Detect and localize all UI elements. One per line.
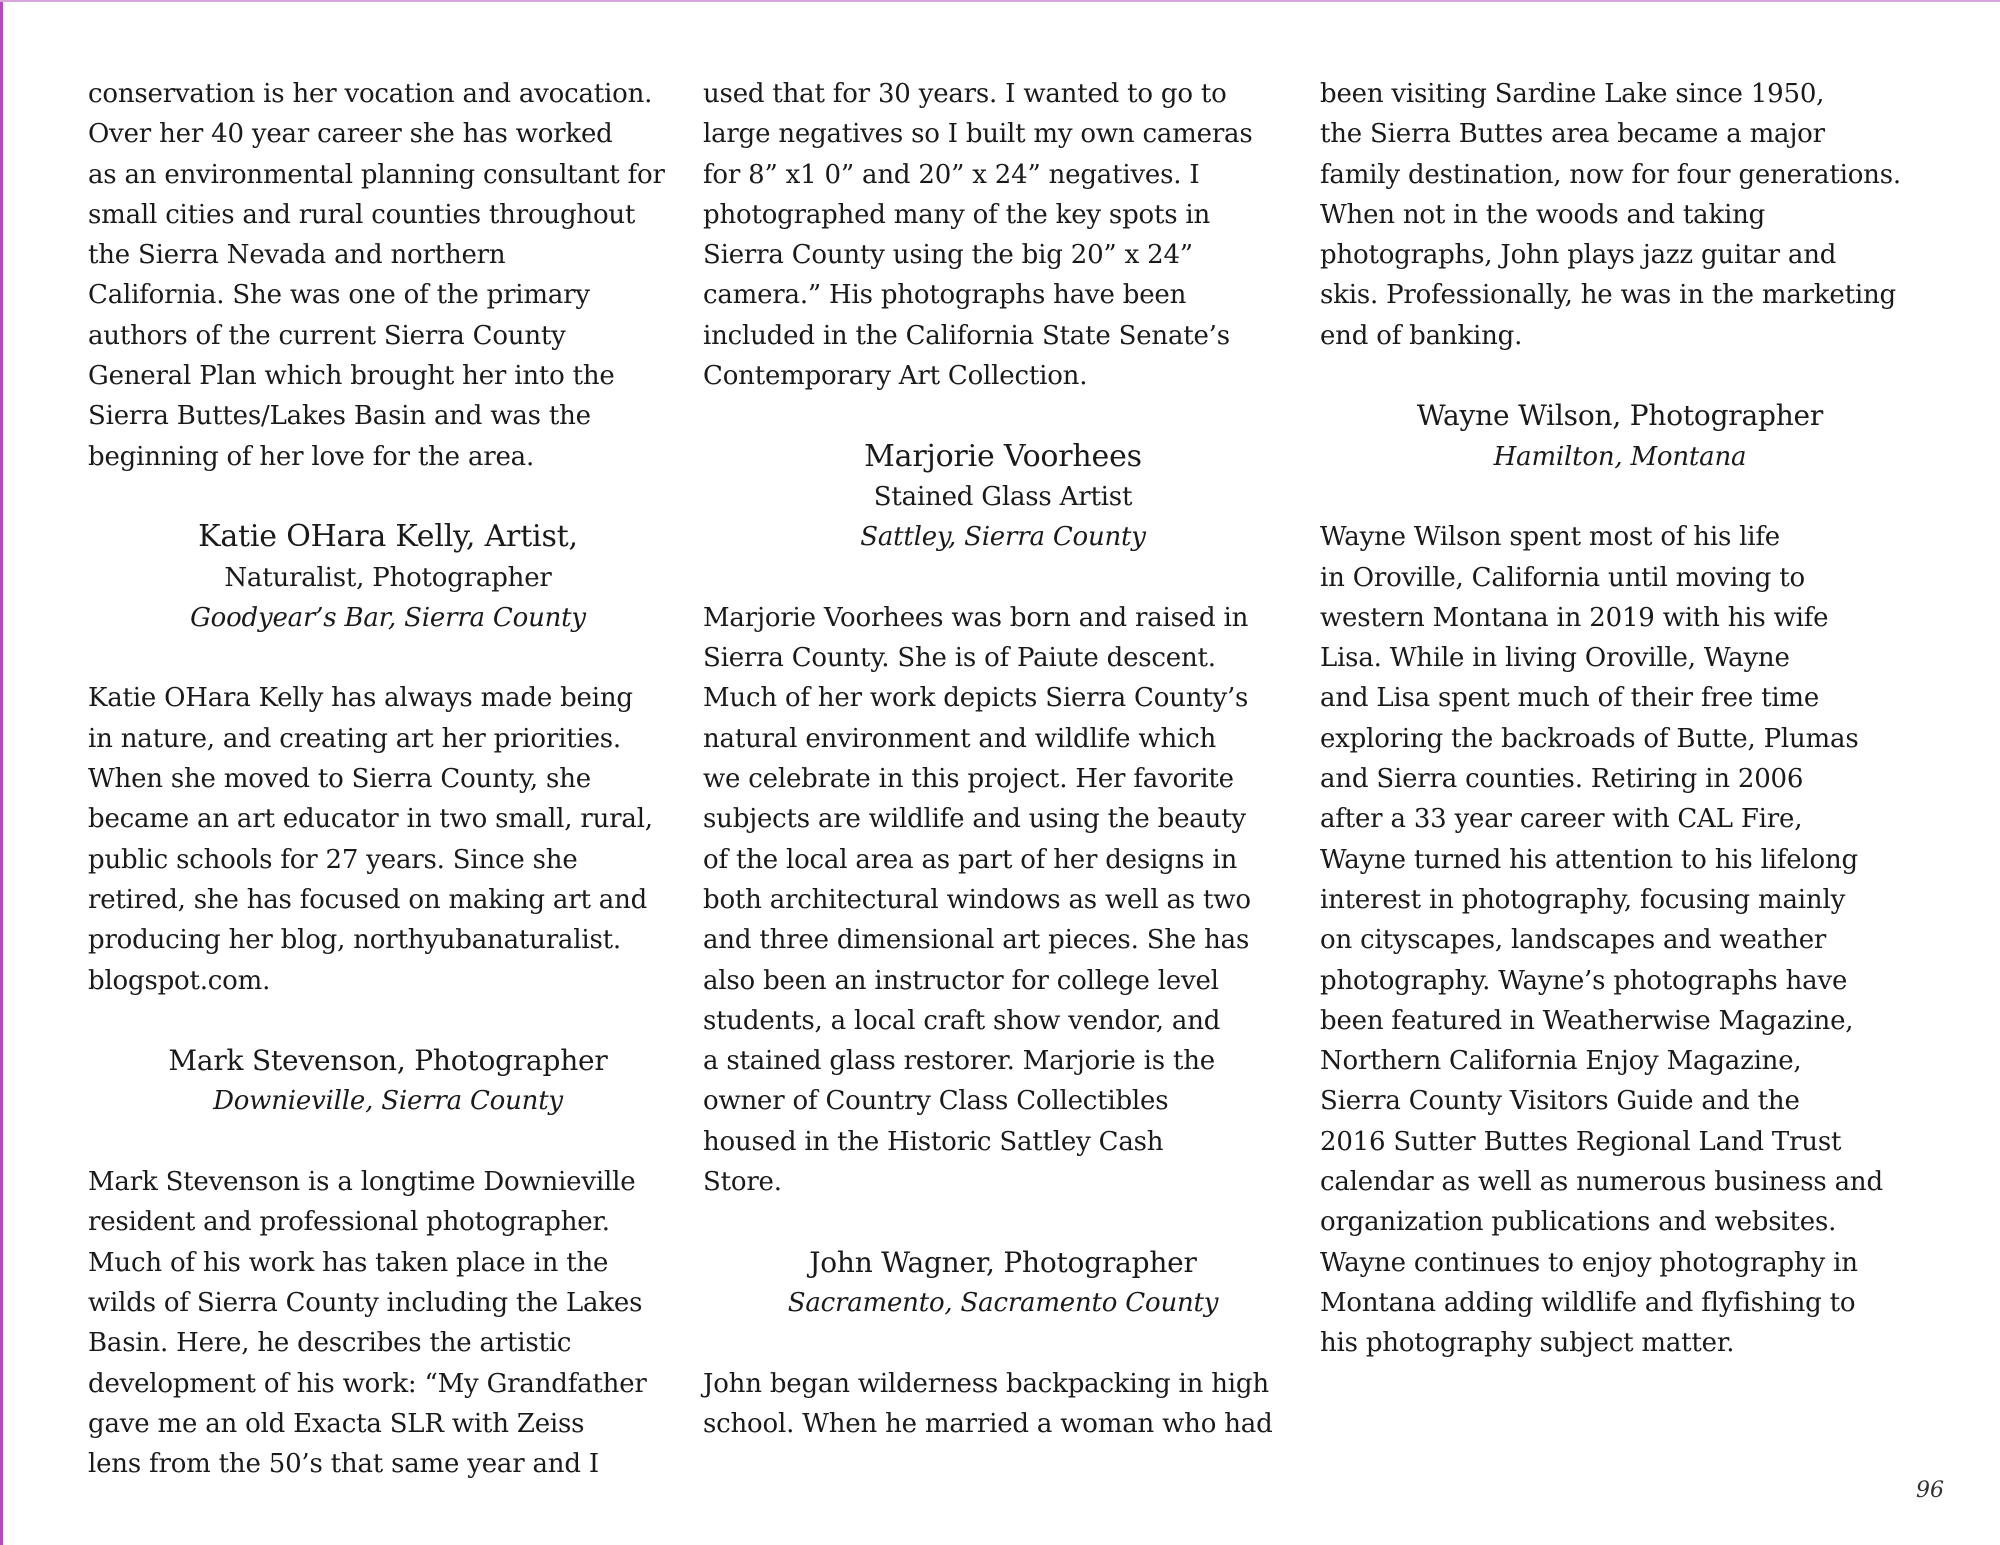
text-line: development of his work: “My Grandfather — [88, 1368, 647, 1399]
text-line: Wayne Wilson spent most of his life — [1320, 522, 1780, 553]
text-line: small cities and rural counties throughout — [88, 199, 636, 230]
body-paragraph — [1320, 74, 1920, 356]
body-paragraph — [88, 1162, 688, 1484]
text-line: beginning of her love for the area. — [88, 441, 535, 472]
text-line: been featured in Weatherwise Magazine, — [1320, 1005, 1854, 1036]
text-line: When not in the woods and taking — [1320, 199, 1766, 230]
text-line: his photography subject matter. — [1320, 1328, 1735, 1359]
text-line: Store. — [703, 1167, 782, 1198]
text-line: for 8” x1 0” and 20” x 24” negatives. I — [703, 159, 1200, 190]
paragraph-spacer — [88, 477, 688, 517]
artist-role: Stained Glass Artist — [873, 481, 1133, 512]
text-line: end of banking. — [1320, 320, 1523, 351]
text-line: gave me an old Exacta SLR with Zeiss — [88, 1408, 585, 1439]
text-line: John began wilderness backpacking in high — [703, 1368, 1269, 1399]
paragraph-spacer — [1320, 356, 1920, 396]
text-line: exploring the backroads of Butte, Plumas — [1320, 723, 1859, 754]
artist-location: Hamilton, Montana — [1493, 441, 1747, 472]
text-column-3 — [1320, 74, 1920, 1364]
artist-name: Marjorie Voorhees — [864, 438, 1142, 474]
text-line: Wayne turned his attention to his lifelong — [1320, 844, 1858, 875]
text-line: General Plan which brought her into the — [88, 361, 615, 392]
text-column-1 — [88, 74, 688, 1484]
text-line: in nature, and creating art her priorities. — [88, 723, 621, 754]
body-paragraph — [703, 74, 1303, 396]
text-line: school. When he married a woman who had — [703, 1408, 1273, 1439]
artist-location: Sattley, Sierra County — [860, 522, 1146, 553]
text-line: Katie OHara Kelly has always made being — [88, 683, 633, 714]
text-line: Much of her work depicts Sierra County’s — [703, 683, 1249, 714]
text-line: and Lisa spent much of their free time — [1320, 683, 1820, 714]
paragraph-spacer — [88, 1001, 688, 1041]
text-line: western Montana in 2019 with his wife — [1320, 602, 1829, 633]
text-line: on cityscapes, landscapes and weather — [1320, 925, 1827, 956]
text-line: Marjorie Voorhees was born and raised in — [703, 602, 1249, 633]
text-line: public schools for 27 years. Since she — [88, 844, 578, 875]
artist-location: Goodyear’s Bar, Sierra County — [190, 602, 586, 633]
text-line: a stained glass restorer. Marjorie is the — [703, 1046, 1215, 1077]
text-line: housed in the Historic Sattley Cash — [703, 1126, 1164, 1157]
text-line: and Sierra counties. Retiring in 2006 — [1320, 764, 1804, 795]
text-line: producing her blog, northyubanaturalist. — [88, 925, 621, 956]
text-line: camera.” His photographs have been — [703, 280, 1187, 311]
paragraph-spacer — [88, 1122, 688, 1162]
text-line: wilds of Sierra County including the Lakes — [88, 1287, 643, 1318]
text-line: 2016 Sutter Buttes Regional Land Trust — [1320, 1126, 1842, 1157]
text-line: been visiting Sardine Lake since 1950, — [1320, 79, 1825, 109]
text-line: photographed many of the key spots in — [703, 199, 1211, 230]
text-line: Mark Stevenson is a longtime Downieville — [88, 1167, 636, 1198]
paragraph-spacer — [703, 1202, 1303, 1242]
body-paragraph — [88, 74, 688, 477]
text-line: Basin. Here, he describes the artistic — [88, 1328, 572, 1359]
artist-role: Wayne Wilson, Photographer — [1416, 399, 1824, 433]
paragraph-spacer — [703, 558, 1303, 598]
text-line: also been an instructor for college level — [703, 965, 1219, 996]
text-line: Much of his work has taken place in the — [88, 1247, 609, 1278]
text-line: blogspot.com. — [88, 965, 271, 996]
artist-location: Sacramento, Sacramento County — [787, 1287, 1219, 1318]
text-line: after a 33 year career with CAL Fire, — [1320, 804, 1803, 835]
text-line: natural environment and wildlife which — [703, 723, 1217, 754]
text-line: conservation is her vocation and avocation. — [88, 79, 653, 109]
text-line: Lisa. While in living Oroville, Wayne — [1320, 643, 1790, 674]
text-line: of the local area as part of her designs in — [703, 844, 1237, 875]
text-line: Montana adding wildlife and flyfishing to — [1320, 1287, 1856, 1318]
text-line: became an art educator in two small, rural, — [88, 804, 653, 835]
artist-heading — [703, 437, 1303, 558]
text-column-2 — [703, 74, 1303, 1444]
text-line: the Sierra Buttes area became a major — [1320, 119, 1825, 150]
text-line: as an environmental planning consultant for — [88, 159, 665, 190]
body-paragraph — [88, 678, 688, 1000]
artist-name: Katie OHara Kelly, Artist, — [198, 519, 578, 555]
artist-heading — [703, 1243, 1303, 1324]
text-line: Sierra County Visitors Guide and the — [1320, 1086, 1800, 1117]
text-line: Contemporary Art Collection. — [703, 361, 1088, 392]
text-line: resident and professional photographer. — [88, 1207, 610, 1238]
text-line: skis. Professionally, he was in the marketing — [1320, 280, 1896, 311]
text-line: in Oroville, California until moving to — [1320, 562, 1805, 593]
artist-role: John Wagner, Photographer — [809, 1245, 1197, 1279]
text-line: used that for 30 years. I wanted to go to — [703, 79, 1227, 109]
page-edge-top — [0, 0, 2000, 2]
text-line: subjects are wildlife and using the beauty — [703, 804, 1246, 835]
text-line: authors of the current Sierra County — [88, 320, 566, 351]
text-line: owner of Country Class Collectibles — [703, 1086, 1169, 1117]
text-line: students, a local craft show vendor, and — [703, 1005, 1221, 1036]
text-line: photography. Wayne’s photographs have — [1320, 965, 1848, 996]
text-line: calendar as well as numerous business and — [1320, 1167, 1883, 1198]
text-line: When she moved to Sierra County, she — [88, 764, 591, 795]
text-line: family destination, now for four generations. — [1320, 159, 1901, 190]
text-line: Wayne continues to enjoy photography in — [1320, 1247, 1858, 1278]
text-line: Sierra County. She is of Paiute descent. — [703, 643, 1216, 674]
text-line: and three dimensional art pieces. She has — [703, 925, 1250, 956]
text-line: organization publications and websites. — [1320, 1207, 1837, 1238]
text-line: large negatives so I built my own cameras — [703, 119, 1253, 150]
paragraph-spacer — [703, 1323, 1303, 1363]
text-line: photographs, John plays jazz guitar and — [1320, 240, 1837, 271]
text-line: the Sierra Nevada and northern — [88, 240, 506, 271]
body-paragraph — [1320, 517, 1920, 1363]
text-line: Over her 40 year career she has worked — [88, 119, 613, 150]
text-line: California. She was one of the primary — [88, 280, 590, 311]
text-line: both architectural windows as well as two — [703, 884, 1251, 915]
text-line: included in the California State Senate’s — [703, 320, 1230, 351]
page-number: 96 — [1916, 1478, 1944, 1503]
artist-role: Mark Stevenson, Photographer — [168, 1044, 608, 1078]
text-line: Sierra County using the big 20” x 24” — [703, 240, 1193, 271]
text-line: Sierra Buttes/Lakes Basin and was the — [88, 401, 591, 432]
paragraph-spacer — [703, 396, 1303, 436]
text-line: we celebrate in this project. Her favorite — [703, 764, 1234, 795]
body-paragraph — [703, 598, 1303, 1202]
paragraph-spacer — [88, 638, 688, 678]
page-edge-left — [0, 0, 3, 1545]
text-line: retired, she has focused on making art and — [88, 884, 648, 915]
artist-heading — [1320, 396, 1920, 477]
paragraph-spacer — [1320, 477, 1920, 517]
text-line: lens from the 50’s that same year and I — [88, 1449, 599, 1480]
artist-heading — [88, 1041, 688, 1122]
artist-role: Naturalist, Photographer — [224, 562, 552, 593]
artist-location: Downieville, Sierra County — [213, 1086, 563, 1117]
body-paragraph — [703, 1364, 1303, 1445]
text-line: interest in photography, focusing mainly — [1320, 884, 1846, 915]
text-line: Northern California Enjoy Magazine, — [1320, 1046, 1802, 1077]
artist-heading — [88, 517, 688, 638]
